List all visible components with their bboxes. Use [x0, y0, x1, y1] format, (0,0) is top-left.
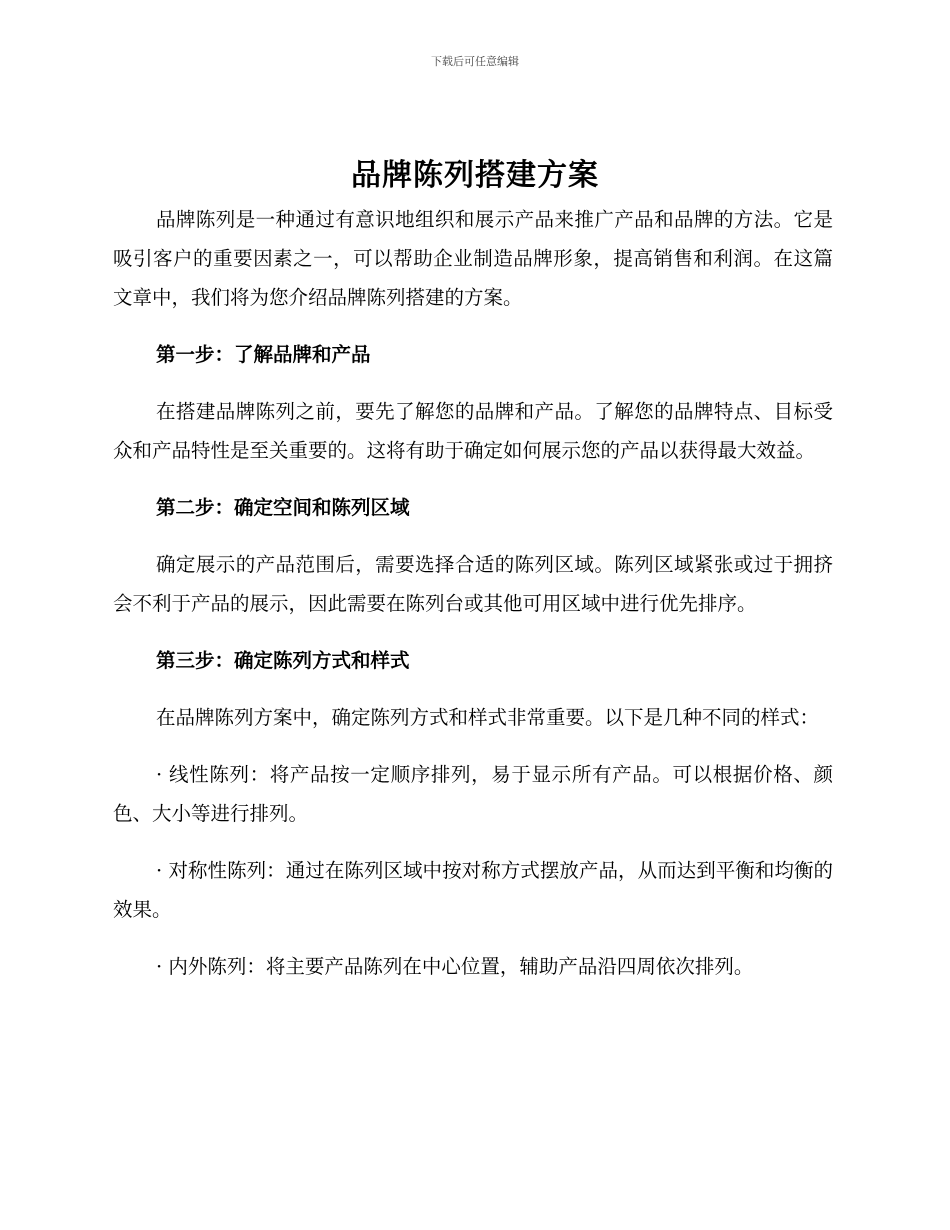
step1-paragraph: 在搭建品牌陈列之前，要先了解您的品牌和产品。了解您的品牌特点、目标受众和产品特性是至关重要的。这将有助于确定如何展示您的产品以获得最大效益。 [113, 400, 833, 462]
page-header: 下载后可任意编辑 [431, 55, 519, 68]
step3-heading: 第三步：确定陈列方式和样式 [156, 649, 410, 672]
document-body [113, 200, 833, 986]
step2-heading: 第二步：确定空间和陈列区域 [156, 496, 410, 519]
step3-paragraph: 在品牌陈列方案中，确定陈列方式和样式非常重要。以下是几种不同的样式： [156, 706, 820, 729]
bullet-linear: · 线性陈列：将产品按一定顺序排列，易于显示所有产品。可以根据价格、颜色、大小等进行排列。 [113, 763, 833, 825]
intro-paragraph: 品牌陈列是一种通过有意识地组织和展示产品来推广产品和品牌的方法。它是吸引客户的重要因素之一，可以帮助企业制造品牌形象，提高销售和利润。在这篇文章中，我们将为您介绍品牌陈列搭建的方案。 [113, 208, 833, 309]
document-title: 品牌陈列搭建方案 [351, 158, 599, 193]
step2-paragraph: 确定展示的产品范围后，需要选择合适的陈列区域。陈列区域紧张或过于拥挤会不利于产品的展示，因此需要在陈列台或其他可用区域中进行优先排序。 [113, 553, 833, 615]
bullet-inner-outer: · 内外陈列：将主要产品陈列在中心位置，辅助产品沿四周依次排列。 [156, 955, 754, 978]
step1-heading: 第一步：了解品牌和产品 [156, 343, 371, 366]
bullet-symmetric: · 对称性陈列：通过在陈列区域中按对称方式摆放产品，从而达到平衡和均衡的效果。 [113, 859, 833, 921]
